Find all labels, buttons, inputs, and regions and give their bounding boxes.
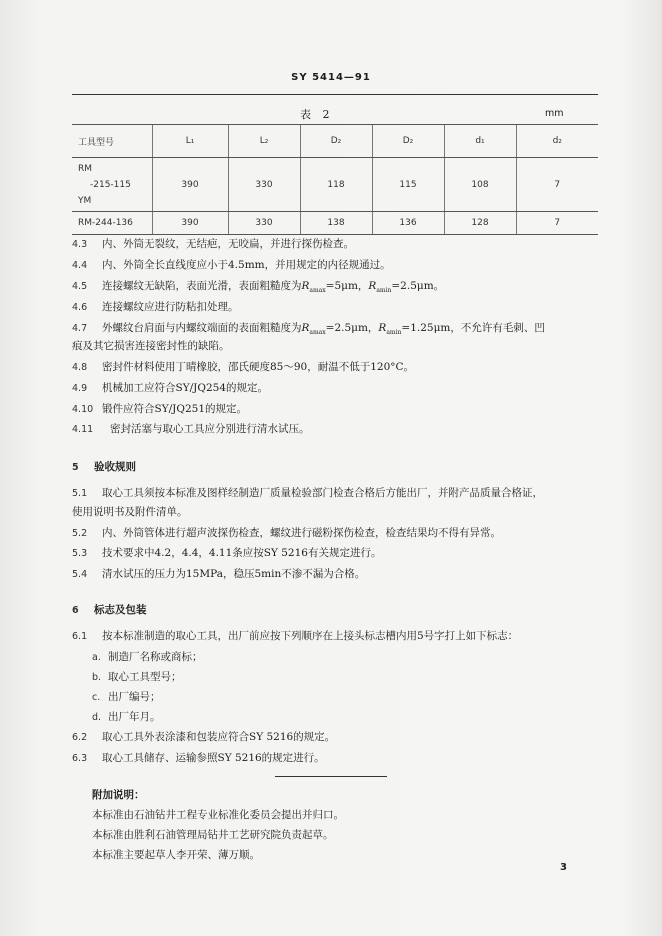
table-row [72,212,598,235]
clause-4-6 [72,300,239,315]
clause-4-5 [72,279,444,298]
clause-4-10 [72,402,247,417]
table-cell: 7 [516,158,598,212]
section-number: 6 [72,605,79,616]
roughness-subscript: amax [309,329,326,337]
clause-5-1 [72,486,543,501]
table-cell: 390 [152,212,228,235]
column-header: L₁ [152,125,228,158]
roughness-subscript: amax [309,287,326,295]
item-label: a. [92,652,101,663]
section-title: 标志及包装 [94,604,147,616]
clause-5-2 [72,526,501,541]
section-5-heading [72,460,136,475]
roughness-subscript: amin [386,329,402,337]
clause-number: 5.4 [72,569,88,580]
clause-number: 5.2 [72,528,88,539]
clause-text: 内、外筒无裂纹，无结疤，无咬扁，并进行探伤检查。 [102,238,354,250]
roughness-symbol: R [301,280,310,292]
header-rule [72,94,598,95]
clause-text: 清水试压的压力为15MPa，稳压5min不渗不漏为合格。 [102,568,366,580]
clause-4-7-continuation: 痕及其它损害连接密封性的缺陷。 [72,340,230,352]
table-cell: 115 [372,158,444,212]
clause-text: 取心工具须按本标准及图样经制造厂质量检验部门检查合格后方能出厂，并附产品质量合格证， [102,487,543,499]
clause-number: 4.4 [72,260,88,271]
clause-text: =1.25μm，不允许有毛刺、凹 [401,322,545,334]
item-label: c. [92,692,101,703]
table-cell: 7 [516,212,598,235]
clause-number: 6.1 [72,631,88,642]
clause-6-3 [72,751,325,766]
page-number: 3 [560,862,567,873]
table-cell: 118 [300,158,372,212]
marking-item-d [92,710,161,725]
clause-number: 6.2 [72,732,88,743]
clause-number: 6.3 [72,753,88,764]
clause-text: 技术要求中4.2，4.4，4.11条应按SY 5216有关规定进行。 [102,547,382,559]
standard-code: SY 5414—91 [291,72,371,83]
column-header: d₂ [516,125,598,158]
clause-number: 4.5 [72,281,88,292]
clause-4-3 [72,237,354,252]
note-line: 本标准主要起草人李开荣、薄万顺。 [92,849,260,861]
table-cell: 128 [444,212,516,235]
item-text: 取心工具型号； [108,671,182,683]
notes-title: 附加说明： [92,789,145,801]
clause-text: =5μm， [325,280,369,292]
table-unit: mm [545,108,564,119]
dimension-table [72,124,598,235]
clause-number: 4.10 [72,404,94,415]
clause-4-4 [72,258,391,273]
clause-4-7 [72,321,545,340]
model-cell: RM-244-136 [72,212,152,235]
clause-text: =2.5μm， [325,322,379,334]
table-cell: 330 [228,212,300,235]
clause-text: 密封活塞与取心工具应分别进行清水试压。 [110,423,310,435]
table-cell: 138 [300,212,372,235]
clause-text: 连接螺纹应进行防粘扣处理。 [102,301,239,313]
clause-text: =2.5μm。 [391,280,445,292]
item-text: 出厂编号； [108,691,161,703]
end-rule [275,776,387,777]
clause-number: 4.7 [72,323,88,334]
clause-6-2 [72,730,335,745]
clause-text: 按本标准制造的取心工具，出厂前应按下列顺序在上接头标志槽内用5号字打上如下标志： [102,630,519,642]
table-cell: 390 [152,158,228,212]
column-header: D₂ [372,125,444,158]
model-line: YM [78,195,92,206]
marking-item-c [92,690,161,705]
note-line: 本标准由胜利石油管理局钻井工艺研究院负责起草。 [92,829,334,841]
column-header: L₂ [228,125,300,158]
model-cell [72,158,152,212]
roughness-symbol: R [378,322,387,334]
clause-number: 4.9 [72,383,88,394]
clause-text: 内、外筒管体进行超声波探伤检查，螺纹进行磁粉探伤检查，检查结果均不得有异常。 [102,527,501,539]
clause-text: 机械加工应符合SY/JQ254的规定。 [102,382,269,394]
clause-4-8 [72,360,414,375]
item-text: 制造厂名称或商标； [108,651,203,663]
marking-item-b [92,670,182,685]
note-line: 本标准由石油钻井工程专业标准化委员会提出并归口。 [92,809,344,821]
clause-number: 4.11 [72,424,94,435]
clause-text: 密封件材料使用丁晴橡胶，邵氏硬度85～90，耐温不低于120°C。 [102,361,415,373]
roughness-symbol: R [301,322,310,334]
clause-5-1-continuation: 使用说明书及附件清单。 [72,506,188,518]
section-number: 5 [72,462,79,473]
clause-text: 取心工具储存、运输参照SY 5216的规定进行。 [102,752,325,764]
clause-text: 连接螺纹无缺陷，表面光滑，表面粗糙度为 [102,280,302,292]
table-header-row [72,125,598,158]
item-text: 出厂年月。 [108,711,161,723]
clause-text: 内、外筒全长直线度应小于4.5mm，并用规定的内径规通过。 [102,259,391,271]
model-line: -215-115 [90,179,131,190]
model-line: RM [78,163,93,174]
item-label: d. [92,712,102,723]
marking-item-a [92,650,203,665]
clause-number: 5.3 [72,548,88,559]
clause-4-9 [72,381,268,396]
clause-5-4 [72,567,365,582]
roughness-symbol: R [368,280,377,292]
section-title: 验收规则 [94,461,136,473]
column-header: 工具型号 [72,125,152,158]
table-cell: 330 [228,158,300,212]
item-label: b. [92,672,102,683]
clause-text: 取心工具外表涂漆和包装应符合SY 5216的规定。 [102,731,336,743]
clause-number: 4.6 [72,302,88,313]
table-cell: 108 [444,158,516,212]
clause-5-3 [72,546,381,561]
clause-number: 4.8 [72,362,88,373]
clause-text: 外螺纹台肩面与内螺纹端面的表面粗糙度为 [102,322,302,334]
column-header: d₁ [444,125,516,158]
table-cell: 136 [372,212,444,235]
clause-number: 5.1 [72,488,88,499]
table-row [72,158,598,212]
clause-4-11 [72,422,310,437]
roughness-subscript: amin [376,287,392,295]
section-6-heading [72,603,147,618]
table-title: 表 2 [300,108,334,121]
clause-number: 4.3 [72,239,88,250]
clause-text: 锻件应符合SY/JQ251的规定。 [102,403,248,415]
clause-6-1 [72,629,518,644]
column-header: D₂ [300,125,372,158]
